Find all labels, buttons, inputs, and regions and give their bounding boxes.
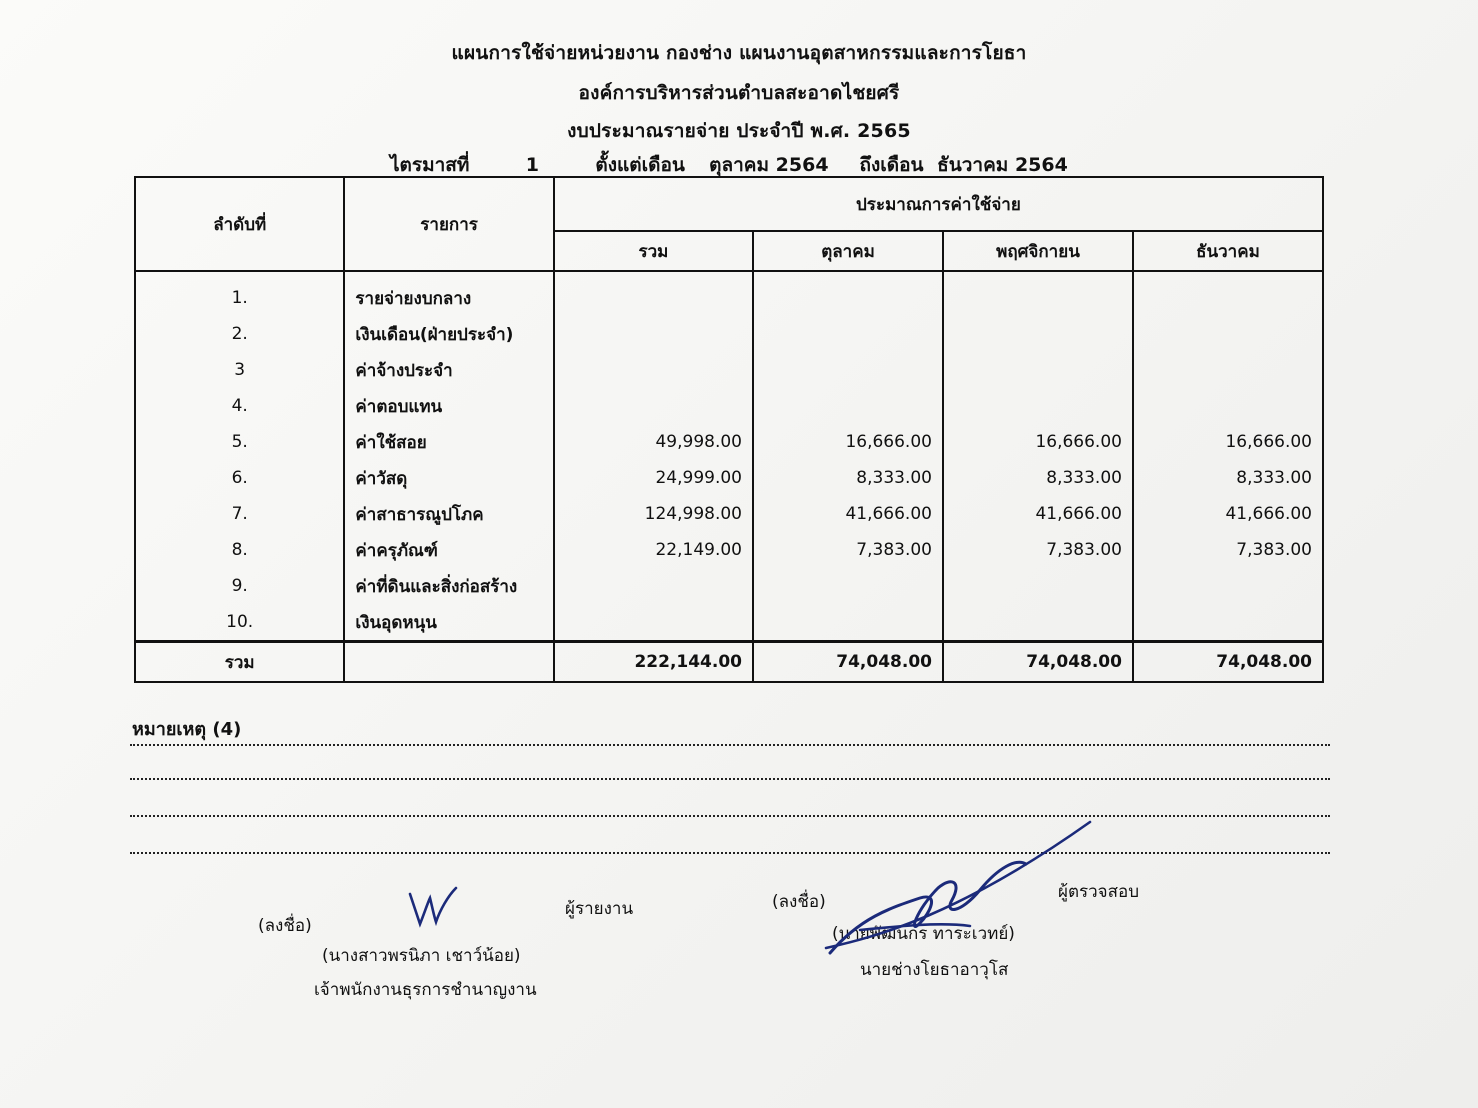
row-oct bbox=[753, 271, 943, 316]
header-total: รวม bbox=[554, 231, 753, 271]
row-nov bbox=[943, 568, 1133, 604]
row-total bbox=[554, 388, 753, 424]
row-oct bbox=[753, 316, 943, 352]
header-month-dec: ธันวาคม bbox=[1133, 231, 1323, 271]
right-sign-label: (ลงชื่อ) bbox=[772, 892, 826, 912]
row-total: 24,999.00 bbox=[554, 460, 753, 496]
total-row bbox=[135, 642, 1323, 683]
from-value: ตุลาคม 2564 bbox=[685, 154, 853, 177]
row-dec bbox=[1133, 352, 1323, 388]
row-oct: 16,666.00 bbox=[753, 424, 943, 460]
row-item: เงินเดือน(ฝ่ายประจำ) bbox=[344, 316, 553, 352]
row-index: 10. bbox=[135, 604, 344, 642]
table-row bbox=[135, 496, 1323, 532]
table-row bbox=[135, 388, 1323, 424]
quarter-label: ไตรมาสที่ bbox=[390, 154, 470, 176]
header-month-nov: พฤศจิกายน bbox=[943, 231, 1133, 271]
doc-title-line1: แผนการใช้จ่ายหน่วยงาน กองช่าง แผนงานอุตสาหกรรมและการโยธา bbox=[451, 42, 1027, 64]
right-name: (นายพัฒนกร ทาระเวทย์) bbox=[832, 924, 1015, 944]
row-total: 124,998.00 bbox=[554, 496, 753, 532]
table-row bbox=[135, 532, 1323, 568]
row-total: 22,149.00 bbox=[554, 532, 753, 568]
total-item-cell bbox=[344, 642, 553, 683]
row-total bbox=[554, 352, 753, 388]
row-oct bbox=[753, 604, 943, 642]
row-item: ค่าครุภัณฑ์ bbox=[344, 532, 553, 568]
notes-line bbox=[130, 852, 1330, 854]
right-position: นายช่างโยธาอาวุโส bbox=[860, 960, 1009, 980]
notes-label: หมายเหตุ (4) bbox=[132, 719, 242, 740]
row-nov bbox=[943, 316, 1133, 352]
row-dec bbox=[1133, 604, 1323, 642]
table-row bbox=[135, 424, 1323, 460]
row-dec bbox=[1133, 316, 1323, 352]
row-item: ค่าใช้สอย bbox=[344, 424, 553, 460]
row-index: 2. bbox=[135, 316, 344, 352]
row-index: 4. bbox=[135, 388, 344, 424]
row-index: 5. bbox=[135, 424, 344, 460]
left-signature-mark bbox=[404, 884, 464, 930]
row-total bbox=[554, 316, 753, 352]
doc-title-line2: องค์การบริหารส่วนตำบลสะอาดไชยศรี bbox=[578, 82, 900, 104]
row-nov: 8,333.00 bbox=[943, 460, 1133, 496]
table-row bbox=[135, 316, 1323, 352]
total-dec: 74,048.00 bbox=[1133, 642, 1323, 683]
row-dec: 16,666.00 bbox=[1133, 424, 1323, 460]
row-dec: 8,333.00 bbox=[1133, 460, 1323, 496]
row-total: 49,998.00 bbox=[554, 424, 753, 460]
row-nov: 41,666.00 bbox=[943, 496, 1133, 532]
right-signature-mark bbox=[820, 818, 1100, 960]
row-index: 8. bbox=[135, 532, 344, 568]
row-item: ค่าวัสดุ bbox=[344, 460, 553, 496]
row-total bbox=[554, 271, 753, 316]
row-dec bbox=[1133, 271, 1323, 316]
row-oct bbox=[753, 388, 943, 424]
row-index: 9. bbox=[135, 568, 344, 604]
row-nov bbox=[943, 352, 1133, 388]
right-role: ผู้ตรวจสอบ bbox=[1058, 882, 1140, 902]
notes-line bbox=[130, 744, 1330, 746]
row-dec: 41,666.00 bbox=[1133, 496, 1323, 532]
row-nov: 16,666.00 bbox=[943, 424, 1133, 460]
row-nov: 7,383.00 bbox=[943, 532, 1133, 568]
header-item: รายการ bbox=[344, 177, 553, 271]
total-oct: 74,048.00 bbox=[753, 642, 943, 683]
total-nov: 74,048.00 bbox=[943, 642, 1133, 683]
table-row bbox=[135, 460, 1323, 496]
from-label: ตั้งแต่เดือน bbox=[595, 154, 685, 176]
row-total bbox=[554, 604, 753, 642]
left-sign-label: (ลงชื่อ) bbox=[258, 916, 312, 936]
row-nov bbox=[943, 271, 1133, 316]
left-name: (นางสาวพรนิภา เชาว์น้อย) bbox=[322, 946, 521, 966]
header-estimate: ประมาณการค่าใช้จ่าย bbox=[554, 177, 1323, 231]
row-nov bbox=[943, 604, 1133, 642]
table-row bbox=[135, 604, 1323, 642]
row-index: 6. bbox=[135, 460, 344, 496]
doc-title-line3: งบประมาณรายจ่าย ประจำปี พ.ศ. 2565 bbox=[567, 120, 911, 142]
row-index: 1. bbox=[135, 271, 344, 316]
table-row bbox=[135, 271, 1323, 316]
row-index: 3 bbox=[135, 352, 344, 388]
notes-line bbox=[130, 815, 1330, 817]
row-item: ค่าจ้างประจำ bbox=[344, 352, 553, 388]
header-month-oct: ตุลาคม bbox=[753, 231, 943, 271]
row-item: ค่าสาธารณูปโภค bbox=[344, 496, 553, 532]
row-oct: 8,333.00 bbox=[753, 460, 943, 496]
row-oct: 7,383.00 bbox=[753, 532, 943, 568]
row-item: ค่าที่ดินและสิ่งก่อสร้าง bbox=[344, 568, 553, 604]
total-label: รวม bbox=[135, 642, 344, 683]
budget-table bbox=[134, 176, 1324, 683]
to-label: ถึงเดือน bbox=[859, 154, 924, 176]
row-oct: 41,666.00 bbox=[753, 496, 943, 532]
row-oct bbox=[753, 352, 943, 388]
left-role: ผู้รายงาน bbox=[565, 899, 634, 919]
table-row bbox=[135, 568, 1323, 604]
row-total bbox=[554, 568, 753, 604]
header-index: ลำดับที่ bbox=[135, 177, 344, 271]
row-dec: 7,383.00 bbox=[1133, 532, 1323, 568]
row-oct bbox=[753, 568, 943, 604]
row-dec bbox=[1133, 388, 1323, 424]
notes-line bbox=[130, 778, 1330, 780]
table-row bbox=[135, 352, 1323, 388]
to-value: ธันวาคม 2564 bbox=[924, 154, 1082, 177]
row-index: 7. bbox=[135, 496, 344, 532]
row-dec bbox=[1133, 568, 1323, 604]
table-body bbox=[135, 271, 1323, 642]
left-position: เจ้าพนักงานธุรการชำนาญงาน bbox=[314, 980, 537, 1000]
quarter-value: 1 bbox=[469, 154, 595, 177]
row-item: รายจ่ายงบกลาง bbox=[344, 271, 553, 316]
grand-total: 222,144.00 bbox=[554, 642, 753, 683]
row-nov bbox=[943, 388, 1133, 424]
row-item: เงินอุดหนุน bbox=[344, 604, 553, 642]
row-item: ค่าตอบแทน bbox=[344, 388, 553, 424]
